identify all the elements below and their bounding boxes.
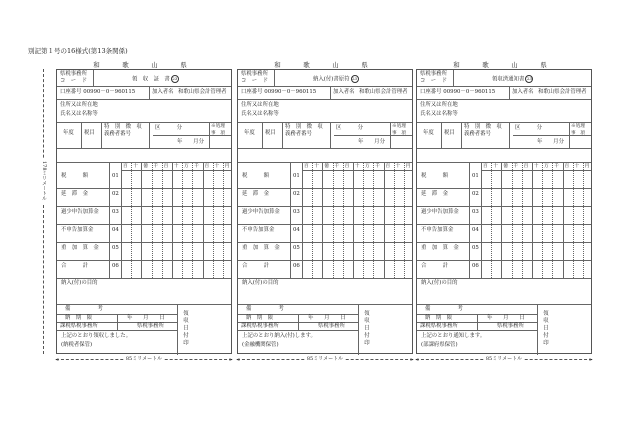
payee-label: 加入者名 bbox=[512, 89, 534, 95]
amount-row-number: 05 bbox=[293, 245, 300, 251]
form-number-badge: 23 bbox=[172, 76, 178, 81]
tax-office-suffix: 県税事務所 bbox=[497, 323, 524, 329]
document-title bbox=[492, 75, 533, 84]
col-district: 区 分 bbox=[155, 125, 182, 131]
col-tax-item: 税目 bbox=[444, 130, 455, 136]
col-district: 区 分 bbox=[336, 125, 363, 131]
form-body bbox=[416, 69, 592, 354]
code-label: コ ー ド bbox=[241, 78, 268, 84]
document-title-text: 領収済通知書 bbox=[492, 76, 525, 83]
digit-label: 十 bbox=[133, 164, 138, 169]
deadline-date: 年 月 日 bbox=[487, 315, 525, 321]
payee-name: 和歌山県会計管理者 bbox=[359, 89, 408, 95]
office-label: 県税事務所 bbox=[60, 71, 87, 77]
width-dimension-label: 85ミリメートル bbox=[125, 356, 163, 362]
name-label: 氏名又は名称等 bbox=[241, 111, 279, 117]
footer-note: 上記のとおり通知します。 bbox=[421, 333, 486, 339]
col-processing: ※処理 事 項 bbox=[392, 124, 406, 136]
tax-office-suffix: 県税事務所 bbox=[318, 323, 345, 329]
deadline-label: 納 期 限 bbox=[425, 315, 452, 321]
amount-row-number: 01 bbox=[293, 173, 300, 179]
amount-row-number: 01 bbox=[112, 173, 119, 179]
amount-row-label: 過少申告加算金 bbox=[61, 209, 99, 215]
amount-row-number: 03 bbox=[472, 209, 479, 215]
form-number-badge: 23 bbox=[352, 76, 358, 81]
amount-row-label: 重 加 算 金 bbox=[421, 245, 459, 251]
amount-row-number: 06 bbox=[293, 263, 300, 269]
form-heading: 別記第１号の16様式(第13条関係) bbox=[28, 47, 128, 55]
remarks-label: 備 考 bbox=[65, 306, 103, 312]
digit-label: 十 bbox=[395, 164, 401, 169]
digit-label: 百 bbox=[344, 164, 350, 169]
deadline-label: 納 期 限 bbox=[65, 315, 92, 321]
footer-note: 上記のとおり納入(付)します。 bbox=[242, 333, 316, 339]
digit-label: 百 bbox=[385, 164, 391, 169]
digit-label: 十 bbox=[214, 164, 220, 169]
office-label: 県税事務所 bbox=[241, 71, 268, 77]
digit-label: 円 bbox=[224, 164, 230, 169]
digit-label: 十 bbox=[574, 164, 580, 169]
amount-row-label: 合 計 bbox=[421, 263, 448, 269]
digit-label: 十 bbox=[173, 164, 179, 169]
amount-row-label: 不申告加算金 bbox=[421, 227, 454, 233]
digit-label: 円 bbox=[584, 164, 590, 169]
name-label: 氏名又は名称等 bbox=[420, 111, 458, 117]
amount-row-number: 05 bbox=[112, 245, 119, 251]
digit-label: 億 bbox=[143, 164, 148, 169]
digit-label: 億 bbox=[503, 164, 508, 169]
width-dimension-3: < > 85ミリメートル bbox=[415, 356, 593, 363]
keeper-note: (納税者保管) bbox=[61, 342, 93, 348]
payee-name: 和歌山県会計管理者 bbox=[538, 89, 587, 95]
payee-label: 加入者名 bbox=[152, 89, 174, 95]
amount-row-label: 不申告加算金 bbox=[61, 227, 94, 233]
amount-row-number: 02 bbox=[112, 191, 119, 197]
digit-label: 千 bbox=[513, 164, 519, 169]
footer-note: 上記のとおり領収しました。 bbox=[61, 333, 132, 339]
amount-row-label: 重 加 算 金 bbox=[242, 245, 280, 251]
tax-office-label: 課税県税事務所 bbox=[420, 323, 458, 329]
height-dimension-label: 178ミリメートル bbox=[38, 159, 48, 203]
period-label: 年 月分 bbox=[537, 139, 564, 145]
amount-row-label: 税 額 bbox=[242, 173, 269, 179]
digit-label: 十 bbox=[533, 164, 539, 169]
digit-label: 十 bbox=[314, 164, 319, 169]
amount-row-number: 04 bbox=[472, 227, 479, 233]
digit-label: 百 bbox=[123, 164, 128, 169]
col-processing: ※処理 事 項 bbox=[211, 124, 225, 136]
payee-name: 和歌山県会計管理者 bbox=[178, 89, 227, 95]
col-year: 年度 bbox=[423, 130, 434, 136]
remarks-label: 備 考 bbox=[425, 306, 463, 312]
document-title bbox=[313, 75, 359, 84]
amount-row-number: 06 bbox=[472, 263, 479, 269]
digit-label: 円 bbox=[405, 164, 411, 169]
purpose-label: 納入(付)の目的 bbox=[421, 280, 458, 286]
code-label: コ ー ド bbox=[60, 78, 87, 84]
amount-row-label: 延 滞 金 bbox=[61, 191, 88, 197]
receipt-date-stamp: 領収日付印 bbox=[363, 310, 369, 347]
width-dimension-1: < > 85ミリメートル bbox=[55, 356, 233, 363]
digit-label: 百 bbox=[564, 164, 570, 169]
account-number: 口座番号 00990－0－960115 bbox=[241, 89, 317, 95]
col-district: 区 分 bbox=[515, 125, 542, 131]
amount-row-number: 01 bbox=[472, 173, 479, 179]
amount-row-number: 03 bbox=[112, 209, 119, 215]
digit-label: 億 bbox=[324, 164, 329, 169]
digit-label: 万 bbox=[184, 164, 189, 169]
remarks-label: 備 考 bbox=[246, 306, 284, 312]
keeper-note: (部課府県保管) bbox=[421, 342, 458, 348]
payee-label: 加入者名 bbox=[333, 89, 355, 95]
amount-row-label: 過少申告加算金 bbox=[421, 209, 459, 215]
amount-row-number: 04 bbox=[112, 227, 119, 233]
amount-row-number: 06 bbox=[112, 263, 119, 269]
account-number: 口座番号 00990－0－960115 bbox=[420, 89, 496, 95]
code-label: コ ー ド bbox=[420, 78, 447, 84]
digit-label: 百 bbox=[204, 164, 210, 169]
panel-receipt bbox=[56, 56, 232, 354]
amount-row-label: 合 計 bbox=[61, 263, 88, 269]
amount-row-number: 03 bbox=[293, 209, 300, 215]
amount-row-label: 過少申告加算金 bbox=[242, 209, 280, 215]
purpose-label: 納入(付)の目的 bbox=[61, 280, 98, 286]
office-label: 県税事務所 bbox=[420, 71, 447, 77]
document-title-text: 領 収 証 書 bbox=[132, 76, 170, 83]
height-dimension bbox=[38, 69, 48, 354]
purpose-label: 納入(付)の目的 bbox=[242, 280, 279, 286]
digit-label: 万 bbox=[544, 164, 549, 169]
account-number: 口座番号 00990－0－960115 bbox=[60, 89, 136, 95]
digit-label: 千 bbox=[375, 164, 380, 169]
amount-row-number: 02 bbox=[472, 191, 479, 197]
tax-office-label: 課税県税事務所 bbox=[60, 323, 98, 329]
amount-row-label: 延 滞 金 bbox=[242, 191, 269, 197]
digit-label: 百 bbox=[163, 164, 169, 169]
amount-row-label: 重 加 算 金 bbox=[61, 245, 99, 251]
digit-label: 十 bbox=[493, 164, 498, 169]
col-year: 年度 bbox=[244, 130, 255, 136]
address-label: 住所又は所在地 bbox=[60, 102, 98, 108]
col-collector-number: 特 別 徴 収 義務者番号 bbox=[464, 124, 502, 137]
digit-label: 千 bbox=[194, 164, 199, 169]
amount-row-label: 税 額 bbox=[61, 173, 88, 179]
amount-row-number: 05 bbox=[472, 245, 479, 251]
amount-row-label: 合 計 bbox=[242, 263, 269, 269]
receipt-date-stamp: 領収日付印 bbox=[542, 310, 548, 347]
width-dimension-label: 85ミリメートル bbox=[485, 356, 523, 362]
width-dimension-2: < > 85ミリメートル bbox=[236, 356, 414, 363]
tax-office-suffix: 県税事務所 bbox=[137, 323, 164, 329]
col-year: 年度 bbox=[63, 130, 74, 136]
width-dimension-label: 85ミリメートル bbox=[306, 356, 344, 362]
col-tax-item: 税目 bbox=[265, 130, 276, 136]
col-tax-item: 税目 bbox=[84, 130, 95, 136]
receipt-date-stamp: 領収日付印 bbox=[182, 310, 188, 347]
digit-label: 千 bbox=[334, 164, 340, 169]
amount-row-label: 不申告加算金 bbox=[242, 227, 275, 233]
panel-payment-stub bbox=[237, 56, 413, 354]
form-number-badge: 23 bbox=[526, 76, 532, 81]
deadline-date: 年 月 日 bbox=[308, 315, 346, 321]
form-body bbox=[237, 69, 413, 354]
prefecture-name: 和 歌 山 県 bbox=[274, 61, 376, 69]
digit-label: 千 bbox=[554, 164, 559, 169]
amount-row-number: 04 bbox=[293, 227, 300, 233]
digit-label: 百 bbox=[483, 164, 488, 169]
form-body bbox=[56, 69, 232, 354]
prefecture-name: 和 歌 山 県 bbox=[453, 61, 555, 69]
amount-row-label: 税 額 bbox=[421, 173, 448, 179]
document-title-text: 納入(付)書原符 bbox=[313, 76, 350, 83]
amount-row-number: 02 bbox=[293, 191, 300, 197]
panel-notice bbox=[416, 56, 592, 354]
amount-row-label: 延 滞 金 bbox=[421, 191, 448, 197]
document-title bbox=[132, 75, 179, 84]
name-label: 氏名又は名称等 bbox=[60, 111, 98, 117]
period-label: 年 月分 bbox=[358, 139, 385, 145]
col-collector-number: 特 別 徴 収 義務者番号 bbox=[285, 124, 323, 137]
prefecture-name: 和 歌 山 県 bbox=[93, 61, 195, 69]
digit-label: 万 bbox=[365, 164, 370, 169]
digit-label: 千 bbox=[153, 164, 159, 169]
deadline-date: 年 月 日 bbox=[127, 315, 165, 321]
address-label: 住所又は所在地 bbox=[241, 102, 279, 108]
keeper-note: (金融機関保管) bbox=[242, 342, 279, 348]
digit-label: 百 bbox=[304, 164, 309, 169]
deadline-label: 納 期 限 bbox=[246, 315, 273, 321]
address-label: 住所又は所在地 bbox=[420, 102, 458, 108]
digit-label: 百 bbox=[523, 164, 529, 169]
period-label: 年 月分 bbox=[177, 139, 204, 145]
tax-office-label: 課税県税事務所 bbox=[241, 323, 279, 329]
col-processing: ※処理 事 項 bbox=[571, 124, 585, 136]
col-collector-number: 特 別 徴 収 義務者番号 bbox=[104, 124, 142, 137]
digit-label: 十 bbox=[354, 164, 360, 169]
